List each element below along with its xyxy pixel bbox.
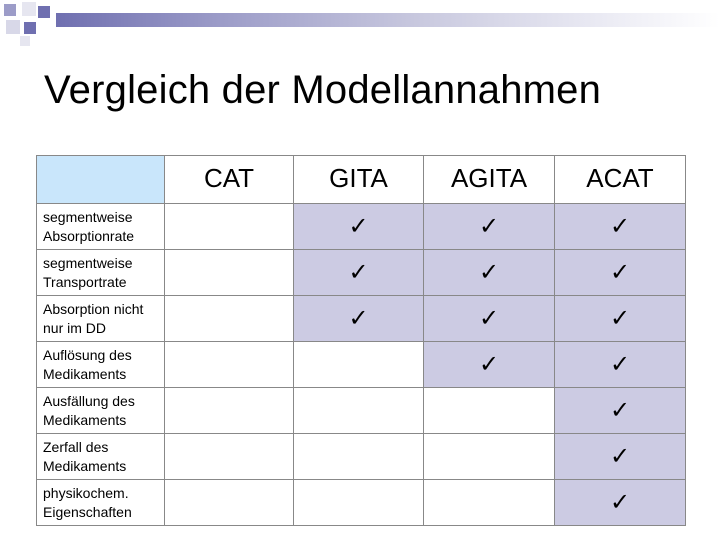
- table-row: [37, 296, 686, 342]
- row-label-line: nur im DD: [43, 319, 107, 336]
- check-icon: ✓: [294, 250, 424, 296]
- check-icon: ✓: [555, 480, 686, 526]
- deco-square: [4, 4, 16, 16]
- empty-cell: [424, 388, 555, 434]
- table-header-row: [37, 156, 686, 204]
- empty-cell: [424, 434, 555, 480]
- table-row: [37, 204, 686, 250]
- row-label-line: Absorption nicht: [43, 300, 144, 317]
- empty-cell: [165, 250, 294, 296]
- deco-square: [6, 20, 20, 34]
- row-label-line: Absorptionrate: [43, 227, 135, 244]
- check-icon: ✓: [294, 204, 424, 250]
- table-row: [37, 342, 686, 388]
- deco-square: [24, 22, 36, 34]
- row-label-line: physikochem.: [43, 484, 129, 501]
- table-row: [37, 434, 686, 480]
- empty-cell: [165, 434, 294, 480]
- row-label-line: Ausfällung des: [43, 392, 135, 409]
- column-header: CAT: [165, 156, 294, 204]
- row-label: [37, 434, 165, 480]
- empty-cell: [165, 296, 294, 342]
- row-label-line: Zerfall des: [43, 438, 109, 455]
- row-label: [37, 480, 165, 526]
- row-label-line: Medikaments: [43, 365, 127, 382]
- row-label-line: Transportrate: [43, 273, 127, 290]
- row-label: [37, 250, 165, 296]
- column-header: ACAT: [555, 156, 686, 204]
- header-bar: [56, 13, 720, 27]
- empty-cell: [424, 480, 555, 526]
- deco-square: [20, 36, 30, 46]
- empty-cell: [294, 342, 424, 388]
- check-icon: ✓: [424, 250, 555, 296]
- check-icon: ✓: [555, 296, 686, 342]
- row-label-line: segmentweise: [43, 208, 133, 225]
- check-icon: ✓: [555, 434, 686, 480]
- table-row: [37, 480, 686, 526]
- empty-cell: [165, 204, 294, 250]
- empty-cell: [294, 388, 424, 434]
- deco-square: [38, 6, 50, 18]
- table-row: [37, 388, 686, 434]
- row-label-line: Medikaments: [43, 411, 127, 428]
- corner-cell: [37, 156, 165, 204]
- comparison-table: [36, 155, 686, 526]
- row-label-line: segmentweise: [43, 254, 133, 271]
- check-icon: ✓: [424, 204, 555, 250]
- check-icon: ✓: [555, 250, 686, 296]
- row-label-line: Medikaments: [43, 457, 127, 474]
- table-row: [37, 250, 686, 296]
- empty-cell: [294, 480, 424, 526]
- check-icon: ✓: [424, 296, 555, 342]
- column-header: AGITA: [424, 156, 555, 204]
- row-label: [37, 204, 165, 250]
- check-icon: ✓: [555, 388, 686, 434]
- check-icon: ✓: [294, 296, 424, 342]
- row-label: [37, 296, 165, 342]
- row-label-line: Eigenschaften: [43, 503, 132, 520]
- deco-square: [22, 2, 36, 16]
- empty-cell: [294, 434, 424, 480]
- empty-cell: [165, 388, 294, 434]
- slide-title: Vergleich der Modellannahmen: [44, 68, 602, 112]
- row-label: [37, 388, 165, 434]
- check-icon: ✓: [555, 204, 686, 250]
- check-icon: ✓: [424, 342, 555, 388]
- empty-cell: [165, 480, 294, 526]
- row-label-line: Auflösung des: [43, 346, 132, 363]
- empty-cell: [165, 342, 294, 388]
- row-label: [37, 342, 165, 388]
- column-header: GITA: [294, 156, 424, 204]
- check-icon: ✓: [555, 342, 686, 388]
